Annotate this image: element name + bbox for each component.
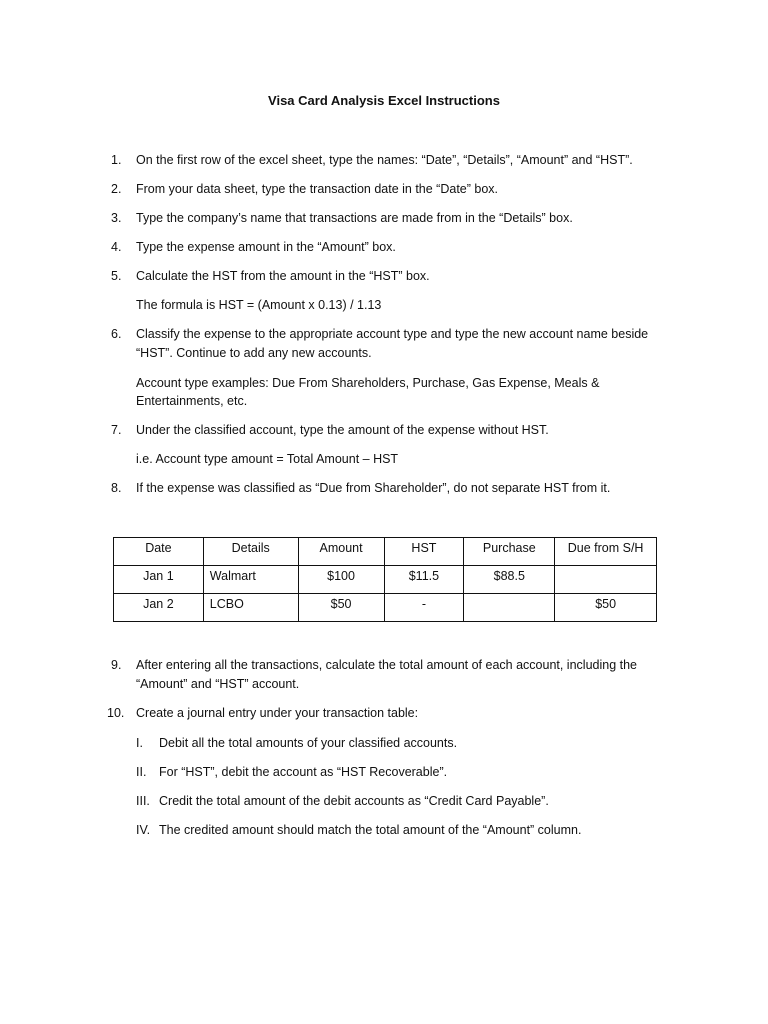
step-text-line2: “HST”. Continue to add any new accounts.	[136, 346, 372, 360]
substep-text: The credited amount should match the total amount of the “Amount” column.	[159, 823, 582, 837]
substep-text: Credit the total amount of the debit accounts as “Credit Card Payable”.	[159, 794, 549, 808]
step-text: If the expense was classified as “Due from Shareholder”, do not separate HST from it.	[136, 481, 611, 495]
step-text: Create a journal entry under your transaction table:	[136, 706, 419, 720]
column-header-hst: HST	[384, 538, 464, 566]
cell-hst: -	[384, 594, 464, 622]
step-text: Under the classified account, type the amount of the expense without HST.	[136, 423, 549, 437]
step-number: 9.	[111, 658, 122, 672]
step-number: 4.	[111, 240, 122, 254]
document-title: Visa Card Analysis Excel Instructions	[268, 93, 500, 108]
step-number: 2.	[111, 182, 122, 196]
step-note: i.e. Account type amount = Total Amount – HST	[136, 452, 399, 466]
table-header-row	[114, 538, 657, 566]
step-number: 6.	[111, 327, 122, 341]
cell-due-from-sh: $50	[555, 594, 657, 622]
substep-number: IV.	[136, 823, 151, 837]
step-number: 3.	[111, 211, 122, 225]
cell-purchase: $88.5	[464, 566, 555, 594]
step-number: 8.	[111, 481, 122, 495]
table-row	[114, 566, 657, 594]
cell-details: Walmart	[203, 566, 298, 594]
step-text-line2: “Amount” and “HST” account.	[136, 677, 300, 691]
step-number: 5.	[111, 269, 122, 283]
column-header-amount: Amount	[298, 538, 384, 566]
column-header-date: Date	[114, 538, 204, 566]
substep-text: Debit all the total amounts of your classified accounts.	[159, 736, 458, 750]
step-text: Calculate the HST from the amount in the “HST” box.	[136, 269, 430, 283]
step-text-line1: Classify the expense to the appropriate account type and type the new account name beside	[136, 327, 649, 341]
step-text-line1: After entering all the transactions, calculate the total amount of each account, including the	[136, 658, 638, 672]
table-row	[114, 594, 657, 622]
cell-date: Jan 1	[114, 566, 204, 594]
step-text: Type the expense amount in the “Amount” box.	[136, 240, 396, 254]
substep-number: III.	[136, 794, 150, 808]
step-number: 10.	[107, 706, 125, 720]
step-text: Type the company’s name that transactions are made from in the “Details” box.	[136, 211, 573, 225]
step-number: 1.	[111, 153, 122, 167]
cell-amount: $50	[298, 594, 384, 622]
cell-hst: $11.5	[384, 566, 464, 594]
cell-due-from-sh	[555, 566, 657, 594]
step-text: On the first row of the excel sheet, type the names: “Date”, “Details”, “Amount” and “HST”.	[136, 153, 633, 167]
cell-details: LCBO	[203, 594, 298, 622]
substep-number: II.	[136, 765, 147, 779]
step-note-line1: Account type examples: Due From Shareholders, Purchase, Gas Expense, Meals &	[136, 376, 600, 390]
substep-text: For “HST”, debit the account as “HST Recoverable”.	[159, 765, 448, 779]
transaction-table	[113, 537, 657, 622]
column-header-due-from-sh: Due from S/H	[555, 538, 657, 566]
cell-amount: $100	[298, 566, 384, 594]
step-text: From your data sheet, type the transaction date in the “Date” box.	[136, 182, 498, 196]
step-note-line2: Entertainments, etc.	[136, 394, 248, 408]
step-number: 7.	[111, 423, 122, 437]
column-header-details: Details	[203, 538, 298, 566]
cell-date: Jan 2	[114, 594, 204, 622]
cell-purchase	[464, 594, 555, 622]
column-header-purchase: Purchase	[464, 538, 555, 566]
substep-number: I.	[136, 736, 143, 750]
step-note: The formula is HST = (Amount x 0.13) / 1.13	[136, 298, 382, 312]
